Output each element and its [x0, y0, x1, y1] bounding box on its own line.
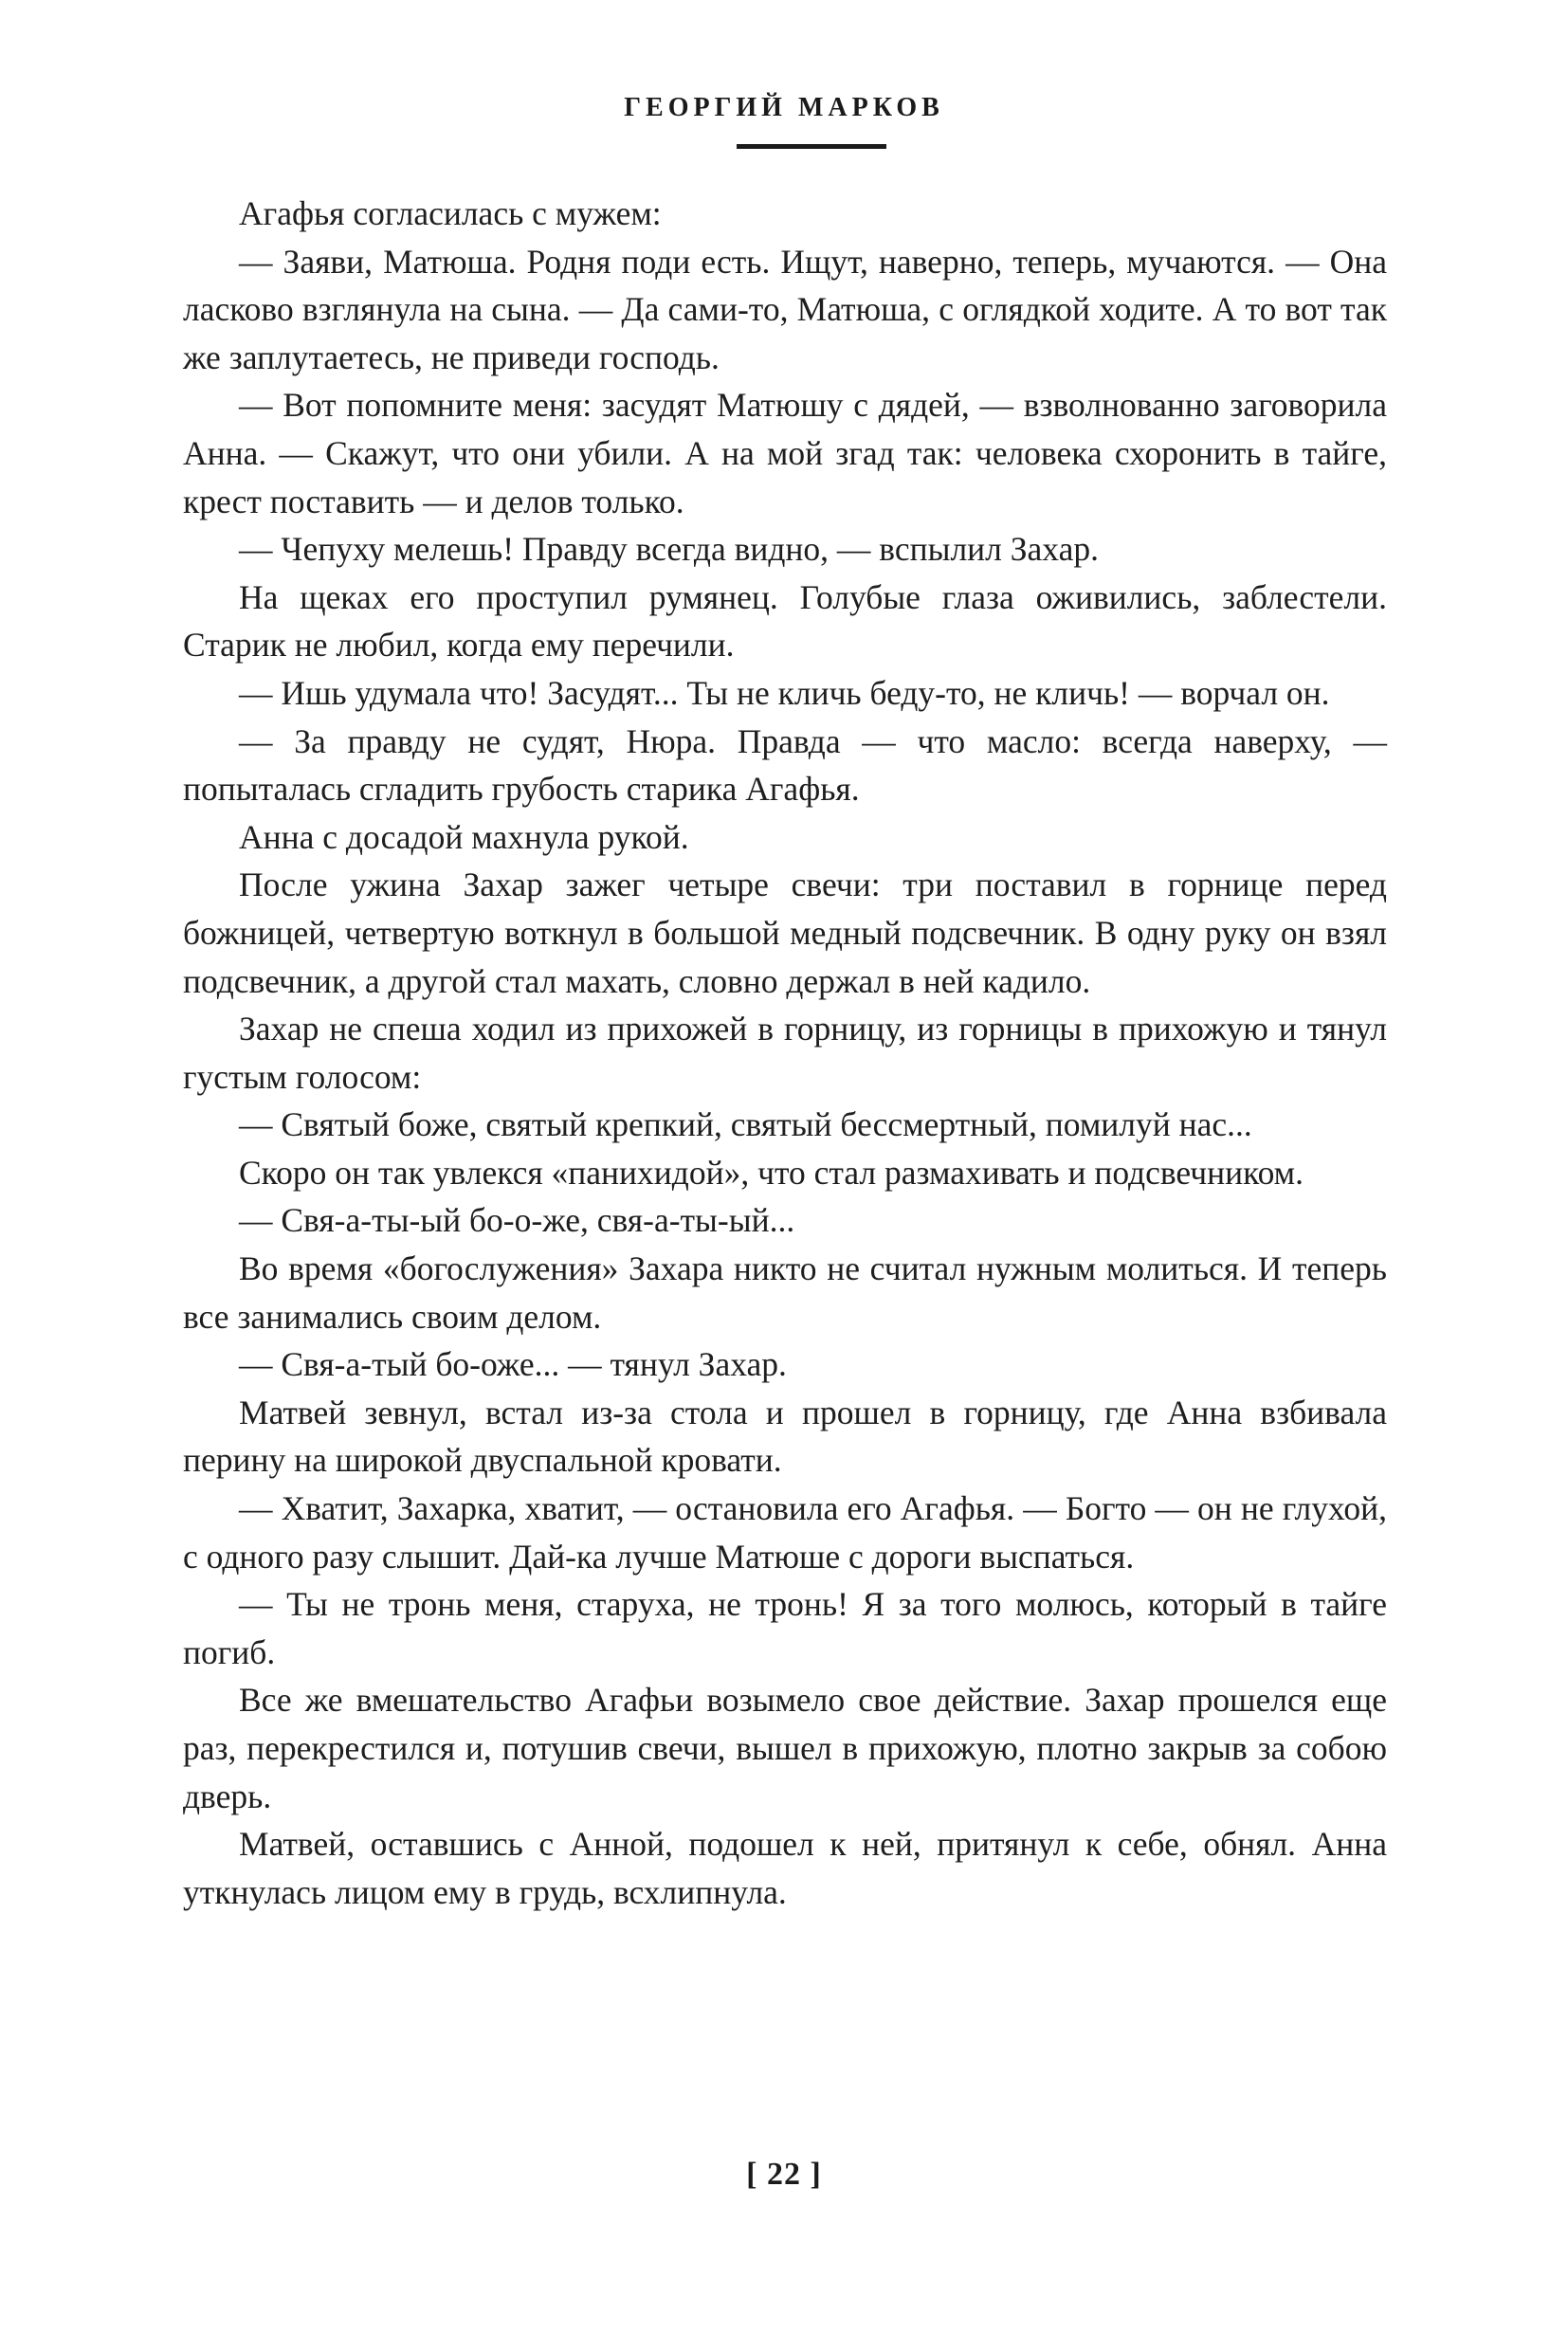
- paragraph: — Вот попомните меня: засудят Матюшу с дядей, — взволнованно заговорила Анна. — Скажут, что они убили. А на мой згад так: человека схоронить в тайге, крест поставить — и делов только.: [183, 386, 1387, 520]
- running-head: ГЕОРГИЙ МАРКОВ: [624, 93, 944, 122]
- body-text: [183, 190, 1387, 1916]
- paragraph: — Чепуху мелешь! Правду всегда видно, — вспылил Захар.: [239, 530, 1099, 569]
- paragraph: После ужина Захар зажег четыре свечи: три поставил в горнице перед божницей, четвертую воткнул в большой медный подсвечник. В одну руку он взял подсвечник, а другой стал махать, словно держал в ней кадило.: [183, 866, 1387, 1000]
- paragraph: — Ты не тронь меня, старуха, не тронь! Я за того молюсь, который в тайге погиб.: [183, 1585, 1387, 1671]
- paragraph: Скоро он так увлекся «панихидой», что стал размахивать и подсвечником.: [239, 1153, 1304, 1192]
- paragraph: — За правду не судят, Нюра. Правда — что масло: всегда наверху, — попыталась сгладить грубость старика Агафья.: [183, 721, 1387, 809]
- paragraph: — Святый боже, святый крепкий, святый бессмертный, помилуй нас...: [239, 1105, 1252, 1144]
- paragraph: Матвей, оставшись с Анной, подошел к ней, притянул к себе, обнял. Анна уткнулась лицом ему в грудь, всхлипнула.: [183, 1825, 1387, 1911]
- paragraph: Агафья согласилась с мужем:: [239, 194, 662, 232]
- paragraph: — Свя-а-тый бо-оже... — тянул Захар.: [239, 1345, 787, 1384]
- paragraph: На щеках его проступил румянец. Голубые глаза оживились, заблестели. Старик не любил, когда ему перечили.: [183, 577, 1387, 665]
- running-head-rule: [737, 144, 886, 149]
- paragraph: — Хватит, Захарка, хватит, — остановила его Агафья. — Богто — он не глухой, с одного разу слышит. Дай-ка лучше Матюше с дороги выспаться.: [183, 1489, 1387, 1576]
- paragraph: Все же вмешательство Агафьи возымело свое действие. Захар прошелся еще раз, перекрестился и, потушив свечи, вышел в прихожую, плотно закрыв за собою дверь.: [183, 1681, 1387, 1815]
- paragraph: Анна с досадой махнула рукой.: [239, 817, 689, 856]
- paragraph: — Свя-а-ты-ый бо-о-же, свя-а-ты-ый...: [239, 1201, 795, 1240]
- paragraph: Захар не спеша ходил из прихожей в горницу, из горницы в прихожую и тянул густым голосом:: [183, 1010, 1387, 1096]
- paragraph: Матвей зевнул, встал из-за стола и прошел в горницу, где Анна взбивала перину на широкой двуспальной кровати.: [183, 1393, 1387, 1480]
- paragraph: — Ишь удумала что! Засудят... Ты не кличь беду-то, не кличь! — ворчал он.: [239, 673, 1330, 712]
- paragraph: — Заяви, Матюша. Родня поди есть. Ищут, наверно, теперь, мучаются. — Она ласково взглянула на сына. — Да сами-то, Матюша, с оглядкой ходите. А то вот так же заплутаетесь, не приведи господь.: [183, 242, 1387, 376]
- page-number: [ 22 ]: [746, 2157, 822, 2192]
- paragraph: Во время «богослужения» Захара никто не считал нужным молиться. И теперь все занимались своим делом.: [183, 1249, 1387, 1336]
